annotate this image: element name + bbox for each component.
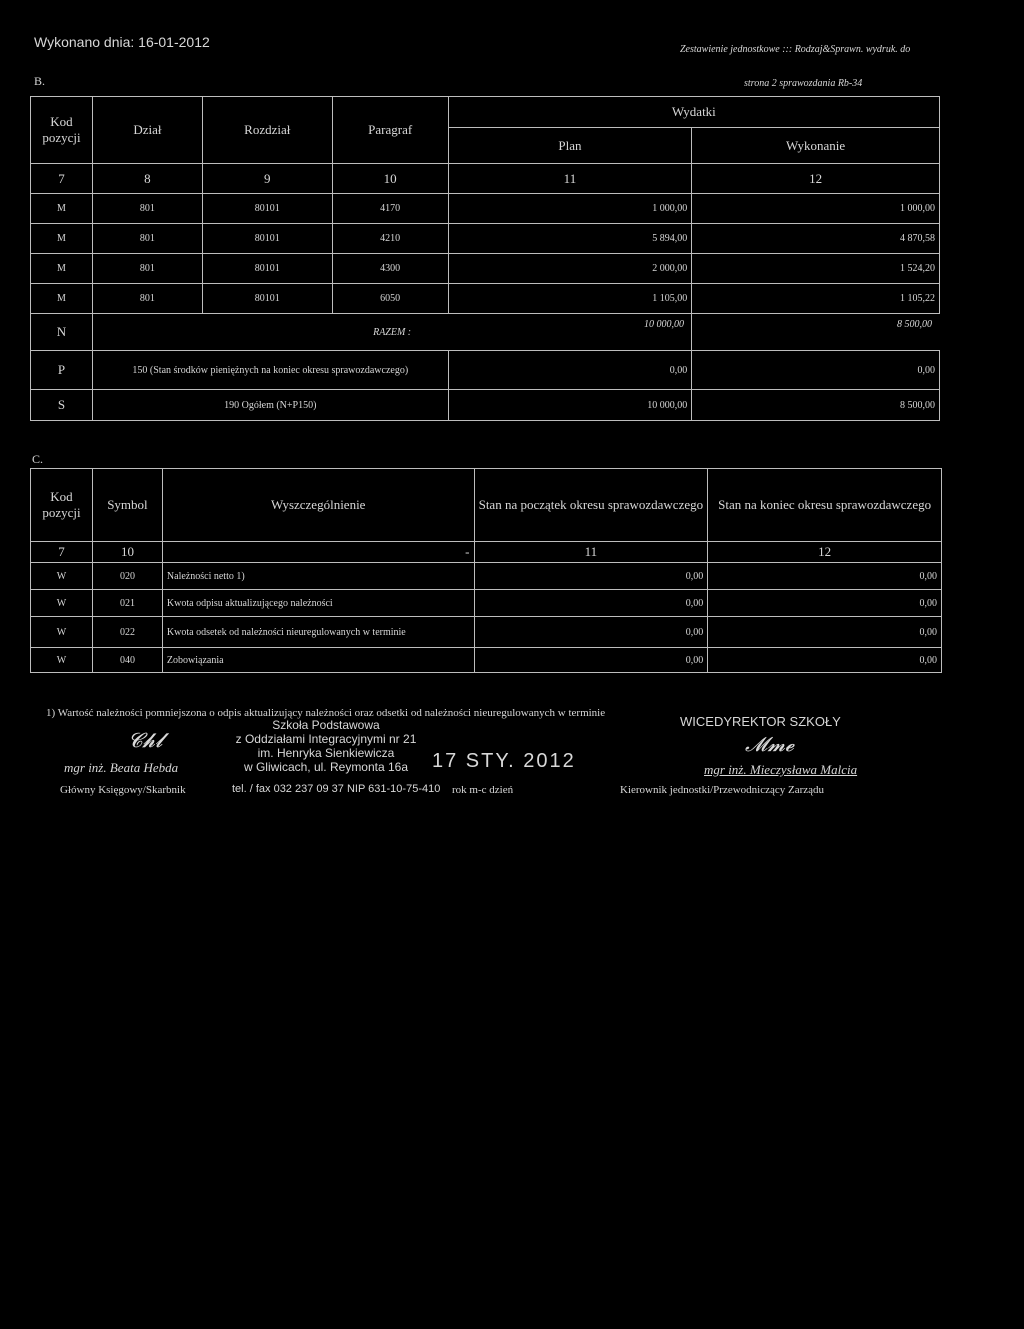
cell-dzial: 801	[92, 194, 202, 224]
colnum: 8	[92, 164, 202, 194]
colnum: 7	[31, 164, 93, 194]
cell-kod: W	[31, 590, 93, 617]
p150-row	[31, 351, 940, 390]
cell-koniec: 0,00	[708, 617, 942, 648]
table-row	[31, 590, 942, 617]
table-row	[31, 224, 940, 254]
col-rozdzial: Rozdział	[202, 97, 332, 164]
cell-dzial: 801	[92, 224, 202, 254]
accountant-name: mgr inż. Beata Hebda	[64, 760, 179, 775]
col-kod: Kod pozycji	[31, 97, 93, 164]
table-row	[31, 648, 942, 673]
cell-wykonanie: 1 000,00	[692, 194, 940, 224]
colnum: 11	[448, 164, 692, 194]
cell-paragraf: 4210	[332, 224, 448, 254]
cell-wykonanie: 8 500,00	[692, 390, 940, 421]
cell-koniec: 0,00	[708, 590, 942, 617]
cell-rozdzial: 80101	[202, 194, 332, 224]
accountant-role: Główny Księgowy/Skarbnik	[60, 784, 186, 796]
cell-kod: M	[31, 194, 93, 224]
section-c-label: C.	[32, 452, 44, 466]
cell-wykonanie: 4 870,58	[692, 224, 940, 254]
col-plan: Plan	[448, 128, 692, 164]
cell-plan: 10 000,00	[448, 390, 692, 421]
cell-dzial: 801	[92, 284, 202, 314]
cell-poczatek: 0,00	[474, 590, 708, 617]
cell-kod: M	[31, 254, 93, 284]
ogolem-label: 190 Ogółem (N+P150)	[92, 390, 448, 421]
table-row	[31, 563, 942, 590]
col-wydatki: Wydatki	[448, 97, 939, 128]
cell-symbol: 022	[92, 617, 162, 648]
stamp-line: z Oddziałami Integracyjnymi nr 21	[235, 732, 417, 746]
director-role: Kierownik jednostki/Przewodniczący Zarządu	[620, 784, 825, 796]
cell-poczatek: 0,00	[474, 617, 708, 648]
razem-label: RAZEM :	[92, 314, 691, 351]
table-row	[31, 617, 942, 648]
print-date: Wykonano dnia: 16-01-2012	[34, 34, 210, 50]
cell-kod: W	[31, 648, 93, 673]
accountant-signature: 𝓒𝓱𝓵	[128, 730, 163, 752]
cell-kod: S	[31, 390, 93, 421]
colnum: 12	[708, 542, 942, 563]
cell-rozdzial: 80101	[202, 224, 332, 254]
table-row	[31, 254, 940, 284]
table-row	[31, 284, 940, 314]
footnote: 1) Wartość należności pomniejszona o odpis aktualizujący należności oraz odsetki od należności nieuregulowanych w terminie	[46, 707, 606, 719]
col-paragraf: Paragraf	[332, 97, 448, 164]
cell-paragraf: 4170	[332, 194, 448, 224]
stamp-line: w Gliwicach, ul. Reymonta 16a	[243, 760, 409, 774]
cell-paragraf: 6050	[332, 284, 448, 314]
page-note: strona 2 sprawozdania Rb-34	[744, 78, 863, 89]
cell-opis: Kwota odpisu aktualizującego należności	[162, 590, 474, 617]
colnum: 11	[474, 542, 708, 563]
cell-wykonanie: 1 524,20	[692, 254, 940, 284]
colnum: 10	[92, 542, 162, 563]
cell-kod: W	[31, 563, 93, 590]
director-signature: 𝓜𝓶𝓮	[745, 734, 795, 756]
cell-paragraf: 4300	[332, 254, 448, 284]
colnum: 9	[202, 164, 332, 194]
cell-dzial: 801	[92, 254, 202, 284]
section-b-label: B.	[34, 74, 46, 88]
cell-rozdzial: 80101	[202, 284, 332, 314]
cell-symbol: 021	[92, 590, 162, 617]
cell-symbol: 020	[92, 563, 162, 590]
cell-kod: M	[31, 284, 93, 314]
cell-wykonanie: 0,00	[692, 351, 940, 390]
cell-kod: M	[31, 224, 93, 254]
system-info: Zestawienie jednostkowe ::: Rodzaj&Sprawn. wydruk. do	[680, 44, 911, 55]
colnum: 10	[332, 164, 448, 194]
colnum: 12	[692, 164, 940, 194]
date-stamp: 17 STY. 2012	[432, 750, 576, 772]
school-stamp	[228, 718, 424, 774]
cell-kod: W	[31, 617, 93, 648]
cell-opis: Należności netto 1)	[162, 563, 474, 590]
cell-wykonanie: 1 105,22	[692, 284, 940, 314]
col-koniec: Stan na koniec okresu sprawozdawczego	[708, 469, 942, 542]
col-dzial: Dział	[92, 97, 202, 164]
cell-plan: 1 105,00	[448, 284, 692, 314]
cell-poczatek: 0,00	[474, 563, 708, 590]
cell-opis: Zobowiązania	[162, 648, 474, 673]
stamp-line: im. Henryka Sienkiewicza	[257, 746, 395, 760]
cell-plan: 1 000,00	[448, 194, 692, 224]
cell-kod: P	[31, 351, 93, 390]
p150-label: 150 (Stan środków pieniężnych na koniec okresu sprawozdawczego)	[92, 351, 448, 390]
col-kod: Kod pozycji	[31, 469, 93, 542]
col-wykonanie: Wykonanie	[692, 128, 940, 164]
razem-wykonanie: 8 500,00	[897, 319, 932, 330]
stamp-contact: tel. / fax 032 237 09 37 NIP 631-10-75-410	[232, 783, 441, 795]
cell-plan: 0,00	[448, 351, 692, 390]
cell-plan: 5 894,00	[448, 224, 692, 254]
cell-koniec: 0,00	[708, 563, 942, 590]
cell-poczatek: 0,00	[474, 648, 708, 673]
col-symbol: Symbol	[92, 469, 162, 542]
vice-director-stamp: WICEDYREKTOR SZKOŁY	[680, 714, 841, 729]
ogolem-row	[31, 390, 940, 421]
col-poczatek: Stan na początek okresu sprawozdawczego	[474, 469, 708, 542]
date-label: rok m-c dzień	[452, 784, 514, 796]
colnum: -	[162, 542, 474, 563]
cell-symbol: 040	[92, 648, 162, 673]
cell-koniec: 0,00	[708, 648, 942, 673]
section-c-table	[30, 468, 942, 673]
stamp-line: Szkoła Podstawowa	[272, 718, 380, 732]
director-name: mgr inż. Mieczysława Malcia	[704, 762, 858, 777]
section-b-table	[30, 96, 940, 421]
cell-plan: 2 000,00	[448, 254, 692, 284]
cell-opis: Kwota odsetek od należności nieuregulowanych w terminie	[162, 617, 474, 648]
table-row	[31, 194, 940, 224]
col-wyszczegolnienie: Wyszczególnienie	[162, 469, 474, 542]
cell-rozdzial: 80101	[202, 254, 332, 284]
cell-kod: N	[31, 314, 93, 351]
colnum: 7	[31, 542, 93, 563]
razem-plan: 10 000,00	[644, 319, 684, 330]
